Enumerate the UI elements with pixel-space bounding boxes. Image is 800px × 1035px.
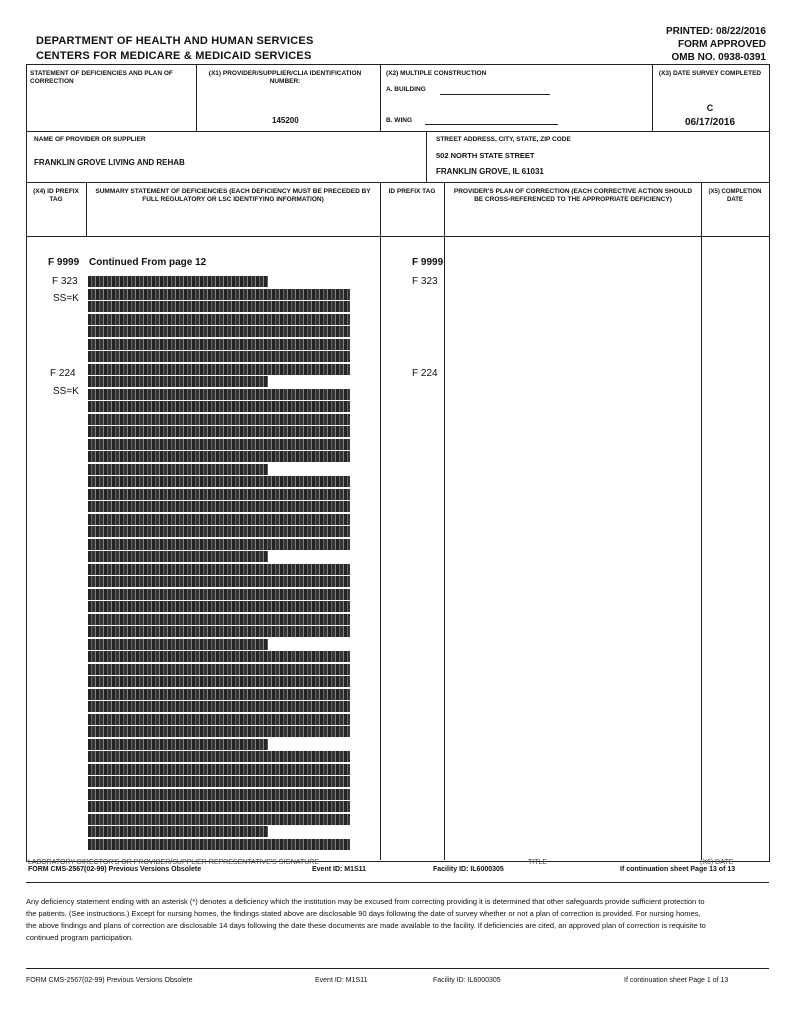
redacted-line — [88, 626, 350, 637]
plan-header: PROVIDER'S PLAN OF CORRECTION (EACH CORRECTIVE ACTION SHOULD BE CROSS-REFERENCED TO THE APPROPRIATE DEFICIENCY) — [453, 188, 693, 203]
redacted-line — [88, 339, 350, 350]
redacted-line — [88, 589, 350, 600]
centers-title: CENTERS FOR MEDICARE & MEDICAID SERVICES — [36, 50, 312, 62]
redacted-line — [88, 601, 350, 612]
redacted-line — [88, 389, 350, 400]
x1-label: (X1) PROVIDER/SUPPLIER/CLIA IDENTIFICATION NUMBER: — [208, 70, 362, 85]
redacted-line — [88, 614, 350, 625]
redacted-line — [88, 814, 350, 825]
footer-event: Event ID: M1S11 — [315, 977, 368, 984]
x5-header: (X5) COMPLETION DATE — [708, 189, 762, 203]
tag-f323: F 323 — [52, 276, 78, 287]
disclaimer-text: Any deficiency statement ending with an asterisk (*) denotes a deficiency which the institution may be excused from correcting providing it is determined that other safeguards provide sufficient protection to the patients. (See instructions.) Except for nursing homes, the findings stated above are disclosable 90 days following the date of survey whether or not a plan of correction is provided. For nursing homes, the above findings and plans of correction are disclosable 14 days following the date these documents are made available to the facility. If deficiencies are cited, an approved plan of correction is requisite to continued program participation. — [26, 897, 706, 942]
overlay-form: FORM CMS-2567(02-99) Previous Versions Obsolete — [28, 866, 202, 873]
redacted-line — [88, 351, 350, 362]
redacted-line — [88, 376, 268, 387]
redacted-line — [88, 801, 350, 812]
redacted-line — [88, 564, 350, 575]
omb-number: OMB NO. 0938-0391 — [671, 52, 766, 63]
redacted-line — [88, 414, 350, 425]
redacted-line — [88, 726, 350, 737]
redacted-line — [88, 551, 268, 562]
redacted-line — [88, 489, 350, 500]
provider-id-number: 145200 — [272, 116, 299, 125]
redacted-line — [88, 739, 268, 750]
redacted-line — [88, 714, 350, 725]
building-label: A. BUILDING — [386, 86, 426, 93]
wing-label: B. WING — [386, 117, 412, 124]
redacted-line — [88, 651, 350, 662]
redacted-line — [88, 776, 350, 787]
tag-f224-scope: SS=K — [53, 386, 79, 397]
department-title: DEPARTMENT OF HEALTH AND HUMAN SERVICES — [36, 35, 314, 47]
redacted-line — [88, 451, 350, 462]
id-continued: F 9999 — [412, 257, 444, 268]
redacted-line — [88, 314, 350, 325]
redacted-line — [88, 476, 350, 487]
provider-name: FRANKLIN GROVE LIVING AND REHAB — [34, 158, 185, 167]
overlay-event: Event ID: M1S11 — [312, 866, 367, 873]
redacted-line — [88, 326, 350, 337]
footer-continuation: If continuation sheet Page 1 of 13 — [624, 977, 729, 984]
city-state-zip: FRANKLIN GROVE, IL 61031 — [436, 167, 544, 176]
overlay-continuation: If continuation sheet Page 13 of 13 — [620, 866, 736, 873]
x4-header: (X4) ID PREFIX TAG — [33, 188, 79, 203]
tag-continued: F 9999 — [48, 257, 80, 268]
statement-label: STATEMENT OF DEFICIENCIES AND PLAN OF CORRECTION — [30, 70, 173, 85]
redacted-line — [88, 839, 350, 850]
survey-date: 06/17/2016 — [684, 117, 736, 128]
redacted-line — [88, 301, 350, 312]
footer-facility: Facility ID: IL6000305 — [433, 977, 501, 984]
redacted-line — [88, 576, 350, 587]
tag-f323-scope: SS=K — [53, 293, 79, 304]
redacted-line — [88, 676, 350, 687]
redacted-line — [88, 539, 350, 550]
provider-name-label: NAME OF PROVIDER OR SUPPLIER — [34, 136, 146, 143]
redacted-line — [88, 701, 350, 712]
survey-letter: C — [706, 103, 714, 113]
redacted-line — [88, 664, 350, 675]
form-approved: FORM APPROVED — [678, 39, 766, 50]
redacted-line — [88, 789, 350, 800]
redacted-line — [88, 751, 350, 762]
redacted-line — [88, 764, 350, 775]
redacted-line — [88, 401, 350, 412]
redacted-line — [88, 689, 350, 700]
date-label: (X6) DATE — [700, 859, 734, 866]
redacted-line — [88, 364, 350, 375]
address-label: STREET ADDRESS, CITY, STATE, ZIP CODE — [436, 136, 571, 143]
footer-form: FORM CMS-2567(02-99) Previous Versions Obsolete — [26, 977, 193, 984]
x2-label: (X2) MULTIPLE CONSTRUCTION — [386, 70, 487, 77]
redacted-line — [88, 526, 350, 537]
redacted-line — [88, 289, 350, 300]
title-label: TITLE — [528, 859, 548, 866]
tag-f224: F 224 — [50, 368, 76, 379]
redacted-line — [88, 276, 268, 287]
redacted-line — [88, 439, 350, 450]
overlay-facility: Facility ID: IL6000305 — [433, 866, 504, 873]
summary-header: SUMMARY STATEMENT OF DEFICIENCIES (EACH DEFICIENCY MUST BE PRECEDED BY FULL REGULATORY OR LSC IDENTIFYING INFORMATION) — [95, 188, 371, 203]
signature-label: LABORATORY DIRECTOR'S OR PROVIDER/SUPPLIER REPRESENTATIVE'S SIGNATURE — [28, 859, 320, 866]
redacted-line — [88, 514, 350, 525]
id-f323: F 323 — [412, 276, 438, 287]
continued-from-text: Continued From page 12 — [89, 257, 207, 268]
redacted-line — [88, 501, 350, 512]
id-prefix-header: ID PREFIX TAG — [388, 188, 436, 195]
street-address: 502 NORTH STATE STREET — [436, 151, 535, 160]
id-f224: F 224 — [412, 368, 438, 379]
redacted-line — [88, 426, 350, 437]
printed-date: PRINTED: 08/22/2016 — [665, 26, 766, 37]
redacted-line — [88, 639, 268, 650]
redacted-line — [88, 464, 268, 475]
x3-label: (X3) DATE SURVEY COMPLETED — [658, 70, 762, 77]
redacted-line — [88, 826, 268, 837]
